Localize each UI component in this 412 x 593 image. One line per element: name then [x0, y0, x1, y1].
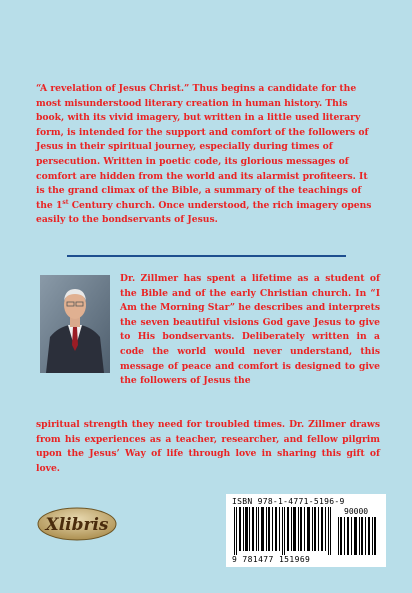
- blurb-superscript: st: [62, 198, 69, 206]
- isbn-number: ISBN 978-1-4771-5196-9: [232, 497, 345, 506]
- barcode-addon-digits: 90000: [344, 507, 369, 516]
- blurb-text-part1: “A revelation of Jesus Christ.” Thus begins a candidate for the most misunderstood literary creation in human history. This book, with its vivid imagery, but written in a little used literary form, is intended for the support and comfort of the followers of Jesus in their spiritual journey, especially during times of persecution. Written in poetic code, its glorious messages of comfort are hidden from the world and its alarmist profiteers. It is the grand climax of the Bible, a summary of the teachings of the 1: [36, 83, 369, 211]
- xlibris-logo: [37, 507, 117, 541]
- author-bio-continued: spiritual strength they need for troubled times. Dr. Zillmer draws from his experiences as a teacher, researcher, and fellow pilgrim upon the Jesus’ Way of life through love in sharing this gift of love.: [36, 419, 380, 474]
- back-cover-blurb: [36, 82, 376, 228]
- isbn-barcode: [226, 494, 386, 567]
- barcode-digits: 9 781477 151969: [232, 555, 311, 564]
- blurb-text-part2: Century church. Once understood, the rich imagery opens easily to the bondservants of Jesus.: [36, 199, 372, 226]
- author-bio-beside-photo: Dr. Zillmer has spent a lifetime as a student of the Bible and of the early Christian church. In “I Am the Morning Star” he describes and interprets the seven beautiful visions God gave Jesus to give to His bondservants. Deliberately written in a code the world would never understand, this message of peace and comfort is designed to give the followers of Jesus the: [120, 273, 380, 387]
- section-divider: [67, 255, 346, 257]
- svg-text:Xlibris: Xlibris: [45, 515, 109, 535]
- author-photo: [40, 275, 110, 373]
